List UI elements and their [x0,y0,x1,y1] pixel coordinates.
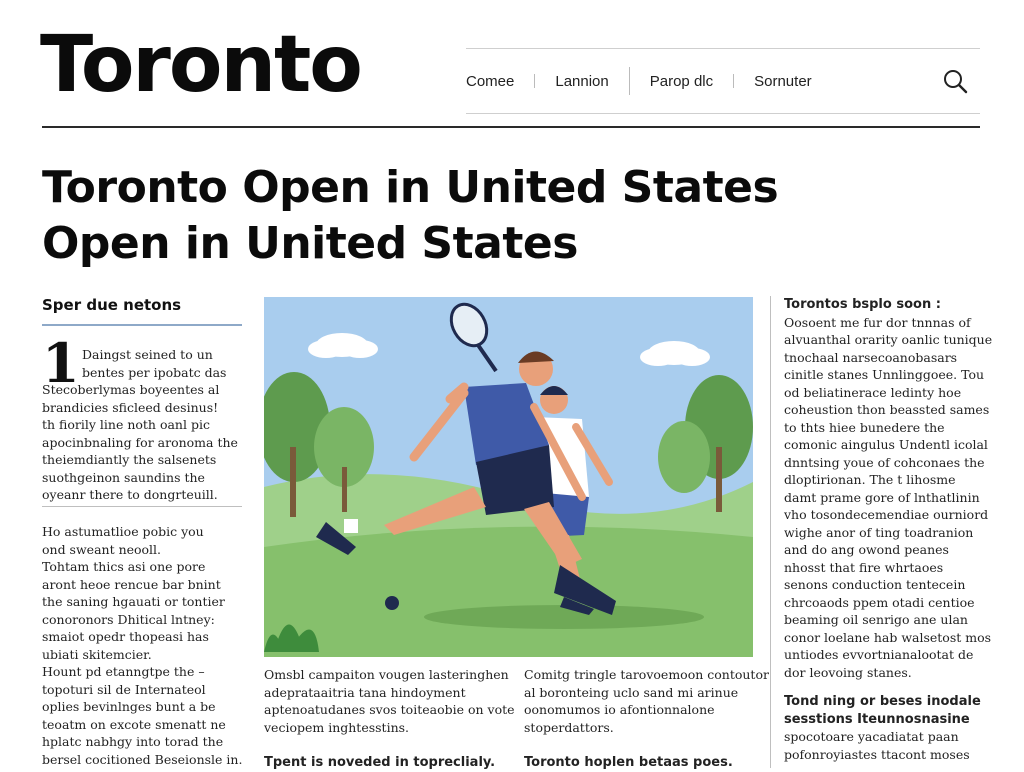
text-line: conoronors Dhitical lntney: [42,611,215,627]
column-divider [770,296,771,768]
text-line: oplies bevinlnges bunt a be [42,699,216,714]
text-line: tnochaal narsecoanobasars [784,349,958,365]
caption-line: Comitg tringle tarovoemoon contoutor [524,667,769,682]
text-line: Daingst seined to un [82,347,213,362]
caption-line: oonomumos io afontionnalone [524,702,715,717]
nav-divider [733,74,734,88]
text-line: cinitle stanes Unnlinggoee. Tou [784,367,985,382]
masthead-divider [42,126,980,128]
text-line: comonic aingulus Undentl icolal [784,437,988,452]
right-subhead-line: Tond ning or beses inodale [784,694,981,709]
text-line: chrcoaods ppem otadi centioe [784,594,975,610]
caption-line: veciopem inghtesstins. [264,719,410,735]
nav-divider [629,67,630,95]
text-line: pofonroyiastes ttacont moses [784,746,970,762]
text-line: vho tosondecemendiae ourniord [784,507,989,522]
text-line: suothgeinon saundins the [42,469,205,485]
text-line: topoturi sil de Internateol [42,681,206,697]
nav-item-3[interactable]: Parop dlc [649,72,714,90]
text-line: alvuanthal orarity oanlic tunique [784,332,993,347]
text-line: th fiorily line noth oanl pic [42,417,210,432]
text-line: beaming oil senrigo ane ulan [784,612,968,627]
tree-trunk [342,467,347,512]
photo-caption-left [264,666,515,772]
tennis-ball [385,596,399,610]
text-line: senons conduction tentecein [784,577,966,592]
right-column [784,296,993,763]
tree-trunk [716,447,722,512]
caption-line: aptenoatudanes svos toiteaobie on vote [264,702,515,717]
text-line: bersel cocitioned Beseionsle in. [42,751,243,767]
top-nav [466,48,980,114]
nav-item-1[interactable]: Comee [466,72,515,90]
text-line: od beliatinerace ledinty hoe [784,384,962,400]
text-line: and do ang owond peanes [784,542,949,557]
headline-line-1: Toronto Open in United States [42,162,779,213]
caption-line: stoperdattors. [524,719,614,735]
right-column-title: Torontos bsplo soon : [784,297,941,312]
left-column [42,296,242,768]
text-line: Tohtam thics asi one pore [42,559,206,574]
text-line: brandicies sficleed desinus! [42,399,219,415]
headline-line-2: Open in United States [42,218,578,269]
right-subhead-text [784,728,984,763]
article-headline [42,160,802,272]
drop-cap: 1 [42,331,80,395]
text-line: Hount pd etanngtpe the – [42,664,205,679]
caption-bold: Tpent is noveded in topreclialy. [264,755,496,770]
text-line: untiodes evvortnianalootat de [784,647,974,662]
dropcap-paragraph [42,331,242,507]
text-line: Stecoberlymas boyeentes al [42,382,220,397]
text-line: theiemdiantly the salsenets [42,452,217,467]
right-column-text [784,314,993,682]
text-line: dnntsing youe of cohconaes the [784,454,985,470]
tree-trunk [290,447,296,517]
right-subhead [784,693,984,728]
text-line: Oosoent me fur dor tnnnas of [784,314,971,330]
text-line: bentes per ipobatc das [82,364,227,380]
text-line: smaiot opedr thopeasi has [42,629,209,644]
text-line: spocotoare yacadiatat paan [784,729,959,744]
left-body-text [42,523,242,768]
left-subhead: Sper due netons [42,296,242,326]
caption-line: al boronteing uclo sand mi arinue [524,684,739,700]
text-line: to thts hiee bunedere the [784,419,945,435]
dropcap-text [42,346,238,504]
caption-text [264,666,515,736]
text-line: nhosst that fire whrtaoes [784,559,944,575]
text-line: Ho astumatlioe pobic you [42,524,204,539]
player-shadow [424,605,704,629]
text-line: the saning hgauati or tontier [42,594,225,609]
right-subhead-line: sesstions Iteunnosnasine [784,711,970,727]
text-line: damt prame gore of lnthatlinin [784,489,980,505]
text-line: ond sweant neooll. [42,541,162,557]
text-line: coheustion thon beassted sames [784,402,990,417]
text-line: dloptirionan. The t lihosme [784,472,956,487]
caption-line: Omsbl campaiton vougen lasteringhen [264,667,509,682]
nav-item-4[interactable]: Sornuter [754,72,812,90]
caption-line: adeprataaitria tana hindoyment [264,684,466,700]
text-line: oyeanr there to dongrteuill. [42,487,218,502]
photo-caption-right [524,666,769,772]
search-icon[interactable] [942,68,968,94]
caption-bold: Toronto hoplen betaas poes. [524,755,733,770]
nav-divider [534,74,535,88]
text-line: dor leovoing stanes. [784,664,912,680]
text-line: conor loelane hab walsetost mos [784,629,992,645]
masthead-title[interactable]: Toronto [40,20,361,110]
tennis-players-illustration [264,297,753,657]
caption-text [524,666,769,736]
text-line: hplatc nabhgy into torad the [42,734,224,749]
text-line: apocinbnaling for aronoma the [42,434,238,450]
nav-item-2[interactable]: Lannion [555,72,609,90]
text-line: aront heoe rencue bar bnint [42,576,221,592]
text-line: teoatm on excote smenatt ne [42,716,226,732]
text-line: ubiati skitemcier. [42,646,152,662]
text-line: wighe anor of ting toadranion [784,524,974,540]
